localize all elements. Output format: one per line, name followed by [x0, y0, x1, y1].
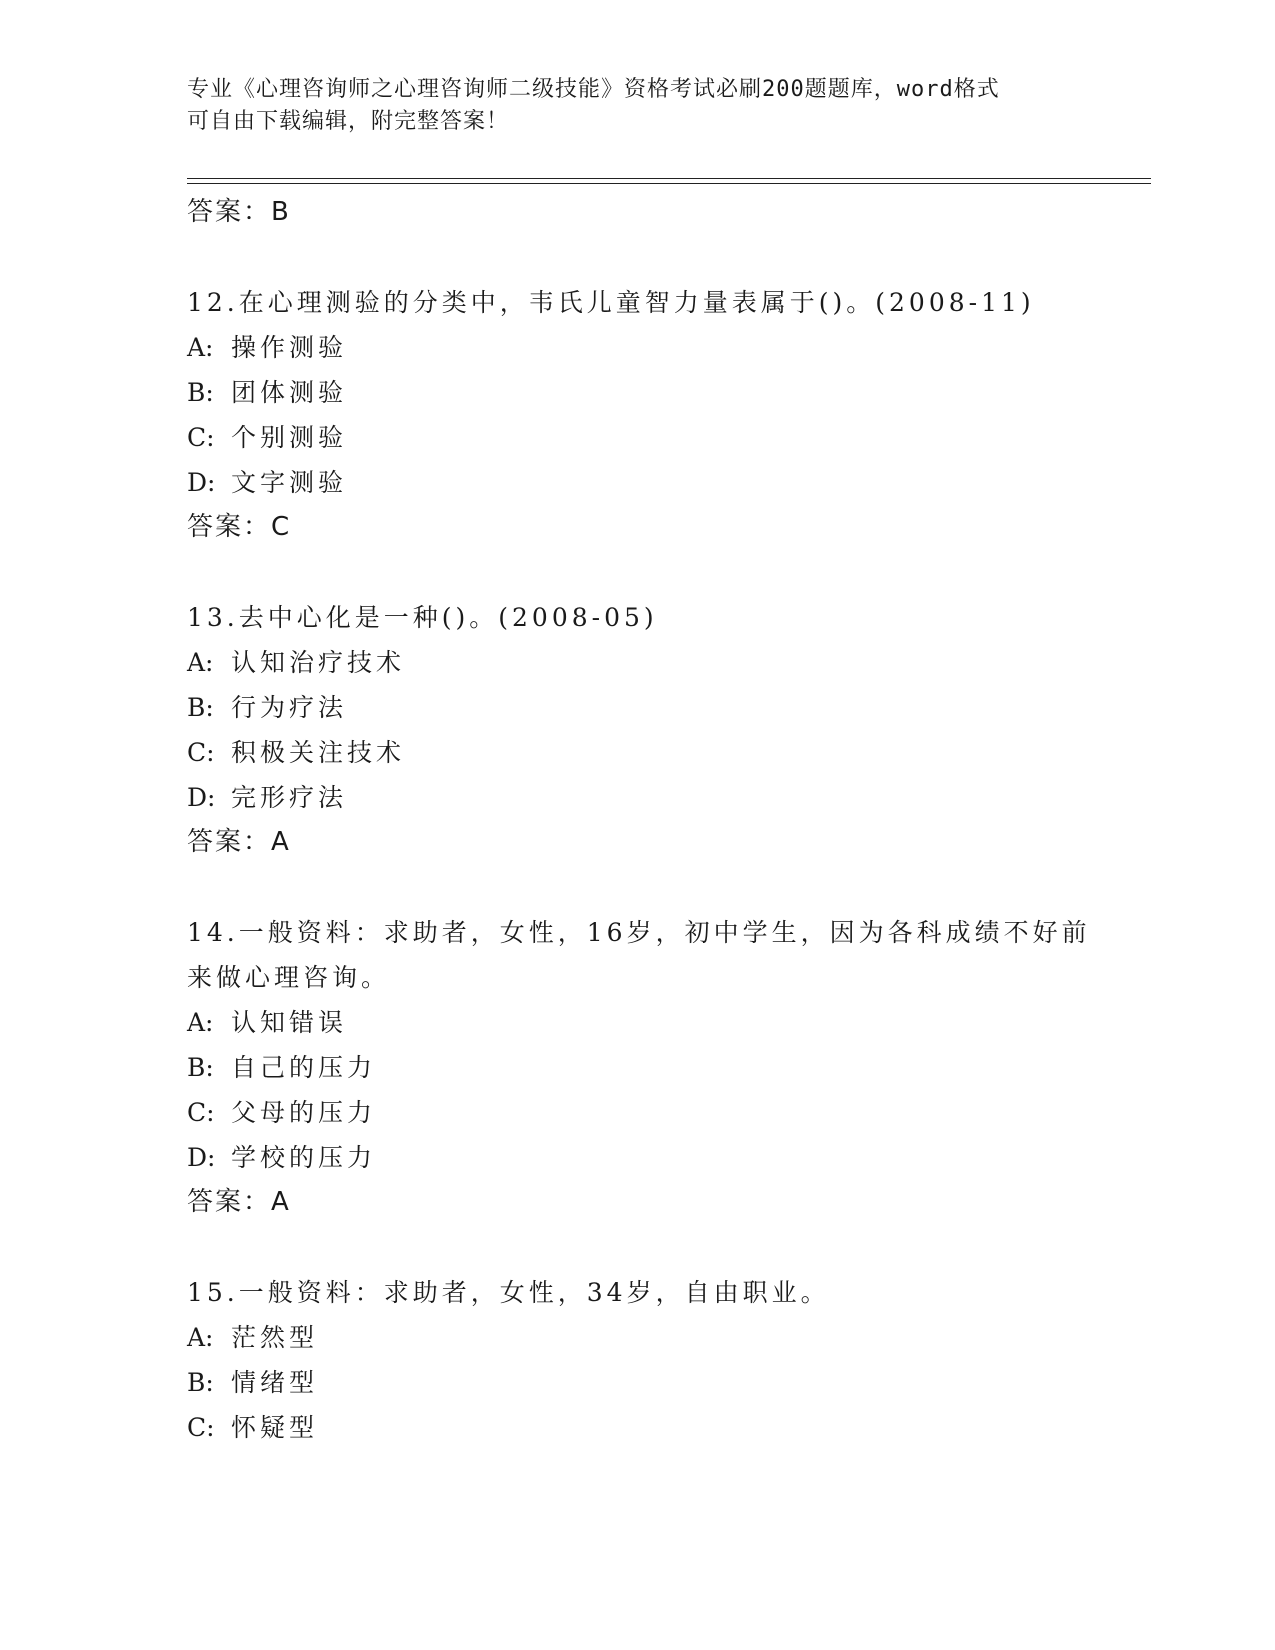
question-text: 14.一般资料：求助者，女性，16岁，初中学生，因为各科成绩不好前: [187, 918, 1091, 947]
option-text: 怀疑型: [231, 1413, 319, 1442]
option-c: [187, 1405, 1107, 1450]
option-b: [187, 685, 1107, 730]
header-divider-top: [187, 178, 1151, 179]
spacer: [187, 235, 1107, 280]
option-a: [187, 325, 1107, 370]
question-block-13: [187, 595, 1107, 865]
option-letter: D:: [187, 783, 216, 812]
spacer: [187, 550, 1107, 595]
question-text: 15.一般资料：求助者，女性，34岁，自由职业。: [187, 1278, 830, 1307]
option-b: [187, 370, 1107, 415]
option-letter: B:: [187, 1368, 214, 1397]
option-a: [187, 640, 1107, 685]
option-letter: B:: [187, 378, 214, 407]
option-a: [187, 1315, 1107, 1360]
option-letter: A:: [187, 1008, 214, 1037]
option-b: [187, 1045, 1107, 1090]
header-divider-bottom: [187, 183, 1151, 184]
option-letter: C:: [187, 423, 215, 452]
question-list: [187, 190, 1107, 1450]
option-d: [187, 460, 1107, 505]
question-text: 13.去中心化是一种()。(2008-05): [187, 603, 658, 632]
option-letter: D:: [187, 468, 216, 497]
option-text: 自己的压力: [231, 1053, 377, 1082]
option-a: [187, 1000, 1107, 1045]
header-line-2: 可自由下载编辑，附完整答案！: [187, 109, 510, 134]
option-text: 行为疗法: [231, 693, 348, 722]
answer-line: 答案：B: [187, 197, 291, 227]
option-text: 积极关注技术: [231, 738, 406, 767]
option-d: [187, 775, 1107, 820]
option-c: [187, 415, 1107, 460]
option-d: [187, 1135, 1107, 1180]
spacer: [187, 865, 1107, 910]
question-text: 12.在心理测验的分类中，韦氏儿童智力量表属于()。(2008-11): [187, 288, 1035, 317]
option-b: [187, 1360, 1107, 1405]
header-line-1: 专业《心理咨询师之心理咨询师二级技能》资格考试必刷200题题库，word格式: [187, 77, 1000, 102]
option-letter: C:: [187, 1413, 215, 1442]
option-text: 认知错误: [231, 1008, 348, 1037]
question-text-continued: 来做心理咨询。: [187, 963, 391, 992]
option-letter: B:: [187, 693, 214, 722]
option-text: 个别测验: [231, 423, 348, 452]
spacer: [187, 1225, 1107, 1270]
question-block-12: [187, 280, 1107, 550]
question-block-15: [187, 1270, 1107, 1450]
option-text: 认知治疗技术: [231, 648, 406, 677]
option-letter: A:: [187, 333, 214, 362]
option-text: 情绪型: [231, 1368, 319, 1397]
option-text: 文字测验: [231, 468, 348, 497]
option-letter: B:: [187, 1053, 214, 1082]
option-letter: D:: [187, 1143, 216, 1172]
answer-line: 答案：C: [187, 512, 292, 542]
answer-line: 答案：A: [187, 827, 291, 857]
option-letter: A:: [187, 1323, 214, 1352]
question-block-14: [187, 910, 1107, 1225]
option-text: 学校的压力: [231, 1143, 377, 1172]
option-letter: C:: [187, 1098, 215, 1127]
option-letter: C:: [187, 738, 215, 767]
answer-line: 答案：A: [187, 1187, 291, 1217]
option-text: 团体测验: [231, 378, 348, 407]
option-text: 完形疗法: [231, 783, 348, 812]
option-text: 操作测验: [231, 333, 348, 362]
option-text: 茫然型: [231, 1323, 319, 1352]
option-letter: A:: [187, 648, 214, 677]
option-c: [187, 1090, 1107, 1135]
document-header: [187, 74, 1087, 138]
option-text: 父母的压力: [231, 1098, 377, 1127]
option-c: [187, 730, 1107, 775]
